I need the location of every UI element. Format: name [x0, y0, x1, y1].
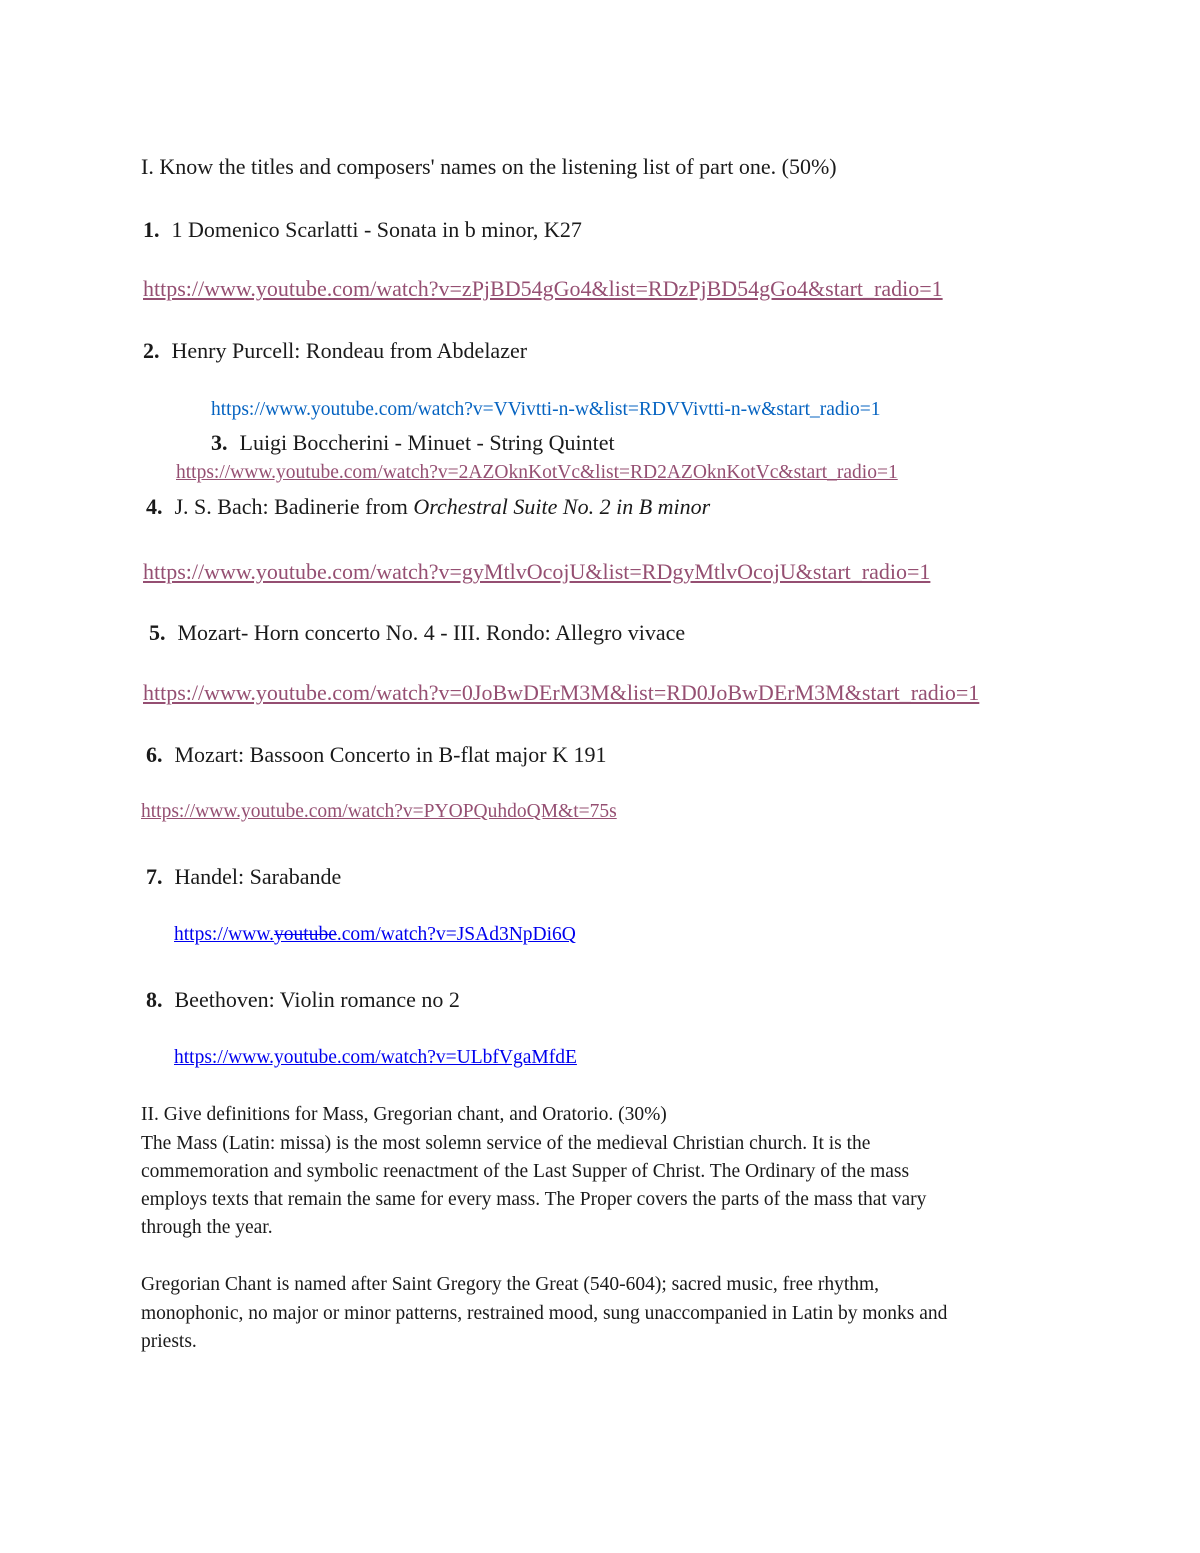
- mass-definition-line: commemoration and symbolic reenactment of the Last Supper of Christ. The Ordinary of the mass: [141, 1161, 910, 1182]
- mass-definition-line: The Mass (Latin: missa) is the most solemn service of the medieval Christian church. It is the: [141, 1133, 871, 1154]
- item-number: 5.: [149, 620, 166, 645]
- section-heading-2: II. Give definitions for Mass, Gregorian chant, and Oratorio. (30%): [141, 1104, 667, 1125]
- list-item-7: [146, 866, 341, 888]
- item-title: Mozart: Bassoon Concerto in B-flat major K 191: [174, 742, 607, 767]
- item-link-4[interactable]: https://www.youtube.com/watch?v=gyMtlvOcojU&list=RDgyMtlvOcojU&start_radio=1: [143, 559, 931, 584]
- link-part: .com/watch?v=JSAd3NpDi6Q: [336, 924, 576, 945]
- list-item-1: [143, 219, 582, 241]
- mass-definition-line: employs texts that remain the same for every mass. The Proper covers the parts of the mass that vary: [141, 1189, 927, 1210]
- item-title: J. S. Bach: Badinerie from: [174, 494, 414, 519]
- item-number: 7.: [146, 864, 163, 889]
- item-title: Mozart- Horn concerto No. 4 - III. Rondo: Allegro vivace: [177, 620, 686, 645]
- item-link-8[interactable]: https://www.youtube.com/watch?v=ULbfVgaMfdE: [174, 1047, 577, 1068]
- chant-definition-line: priests.: [141, 1331, 197, 1352]
- list-item-2: [143, 340, 527, 362]
- link-part: https://www.: [174, 924, 275, 945]
- section-heading-1: I. Know the titles and composers' names on the listening list of part one. (50%): [141, 154, 837, 179]
- item-number: 4.: [146, 494, 163, 519]
- item-number: 8.: [146, 987, 163, 1012]
- item-number: 3.: [211, 430, 228, 455]
- item-title: Handel: Sarabande: [174, 864, 342, 889]
- item-link-3[interactable]: https://www.youtube.com/watch?v=2AZOknKotVc&list=RD2AZOknKotVc&start_radio=1: [176, 462, 898, 483]
- item-title: Beethoven: Violin romance no 2: [174, 987, 460, 1012]
- item-link-1[interactable]: https://www.youtube.com/watch?v=zPjBD54gGo4&list=RDzPjBD54gGo4&start_radio=1: [143, 276, 943, 301]
- item-title: Henry Purcell: Rondeau from Abdelazer: [171, 338, 528, 363]
- list-item-6: [146, 744, 606, 766]
- list-item-3: [211, 432, 615, 454]
- item-number: 6.: [146, 742, 163, 767]
- item-link-7[interactable]: [174, 925, 576, 945]
- item-number: 2.: [143, 338, 160, 363]
- item-number: 1.: [143, 217, 160, 242]
- item-link-6[interactable]: https://www.youtube.com/watch?v=PYOPQuhdoQM&t=75s: [141, 801, 617, 822]
- link-part-strikethrough: youtube: [274, 924, 337, 945]
- item-title: 1 Domenico Scarlatti - Sonata in b minor, K27: [171, 217, 582, 242]
- chant-definition-line: monophonic, no major or minor patterns, restrained mood, sung unaccompanied in Latin by monks and: [141, 1303, 948, 1324]
- list-item-4: [146, 496, 710, 518]
- mass-definition-line: through the year.: [141, 1217, 273, 1238]
- chant-definition-line: Gregorian Chant is named after Saint Gregory the Great (540-604); sacred music, free rhythm,: [141, 1274, 880, 1295]
- list-item-5: [149, 622, 685, 644]
- item-link-2[interactable]: https://www.youtube.com/watch?v=VVivtti-n-w&list=RDVVivtti-n-w&start_radio=1: [211, 399, 881, 420]
- item-link-5[interactable]: https://www.youtube.com/watch?v=0JoBwDErM3M&list=RD0JoBwDErM3M&start_radio=1: [143, 680, 980, 705]
- item-title-italic: Orchestral Suite No. 2 in B minor: [413, 494, 711, 519]
- item-title: Luigi Boccherini - Minuet - String Quintet: [239, 430, 615, 455]
- list-item-8: [146, 989, 460, 1011]
